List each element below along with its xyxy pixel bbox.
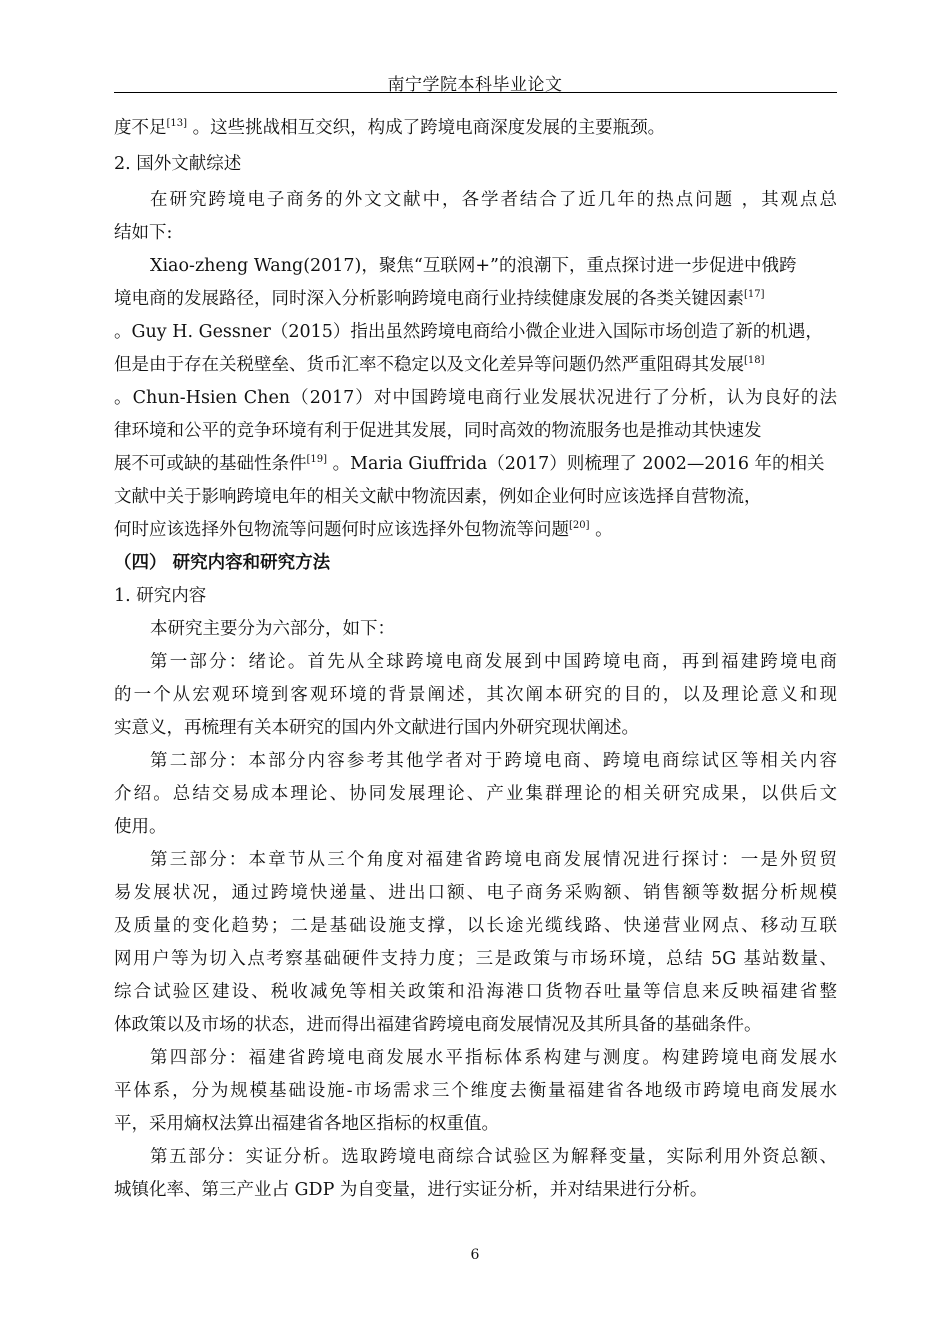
paragraph-line: 介绍。总结交易成本理论、协同发展理论、产业集群理论的相关研究成果，以供后文 <box>114 784 837 804</box>
citation: [13] <box>166 118 188 129</box>
section-heading: 2. 国外文献综述 <box>114 154 242 174</box>
paragraph-line: 第一部分：绪论。首先从全球跨境电商发展到中国跨境电商，再到福建跨境电商 <box>150 652 837 672</box>
paragraph-line: 律环境和公平的竞争环境有利于促进其发展，同时高效的物流服务也是推动其快速发 <box>114 421 762 441</box>
header-title: 南宁学院本科毕业论文 <box>387 75 563 95</box>
paragraph-line: 展不可或缺的基础性条件[19] 。Maria Giuffrida（2017）则梳理了 2002—2016 年的相关 <box>114 454 825 474</box>
citation: [18] <box>744 355 765 366</box>
paragraph-line: 第三部分：本章节从三个角度对福建省跨境电商发展情况进行探讨：一是外贸贸 <box>150 850 837 870</box>
paragraph-line: 平体系，分为规模基础设施-市场需求三个维度去衡量福建省各地级市跨境电商发展水 <box>114 1081 837 1101</box>
paragraph-line: 的一个从宏观环境到客观环境的背景阐述，其次阐本研究的目的，以及理论意义和现 <box>114 685 837 705</box>
paragraph-line: 平，采用熵权法算出福建省各地区指标的权重值。 <box>114 1114 499 1134</box>
paragraph-line: 结如下: <box>114 223 173 243</box>
header-divider <box>114 92 837 93</box>
paragraph-line: 何时应该选择外包物流等问题何时应该选择外包物流等问题[20] 。 <box>114 520 613 540</box>
paragraph-line: 文献中关于影响跨境电年的相关文献中物流因素，例如企业何时应该选择自营物流， <box>114 487 762 507</box>
citation: [17] <box>744 289 765 300</box>
paragraph-line: 度不足[13] 。这些挑战相互交织，构成了跨境电商深度发展的主要瓶颈。 <box>114 118 666 138</box>
subsection-heading: 1. 研究内容 <box>114 586 207 606</box>
paragraph-line: 第四部分：福建省跨境电商发展水平指标体系构建与测度。构建跨境电商发展水 <box>150 1048 837 1068</box>
paragraph-line: 但是由于存在关税壁垒、货币汇率不稳定以及文化差异等问题仍然严重阻碍其发展[18] <box>114 355 765 375</box>
paragraph-line: 及质量的变化趋势；二是基础设施支撑，以长途光缆线路、快递营业网点、移动互联 <box>114 916 837 936</box>
paragraph-line: 第五部分：实证分析。选取跨境电商综合试验区为解释变量，实际利用外资总额、 <box>150 1147 837 1167</box>
paragraph-line: 易发展状况，通过跨境快递量、进出口额、电子商务采购额、销售额等数据分析规模 <box>114 883 837 903</box>
paragraph-line: 城镇化率、第三产业占 GDP 为自变量，进行实证分析，并对结果进行分析。 <box>114 1180 708 1200</box>
paragraph-line: 。Chun-Hsien Chen（2017）对中国跨境电商行业发展状况进行了分析，认为良好的法 <box>114 388 837 408</box>
section-heading: （四） 研究内容和研究方法 <box>114 553 331 573</box>
paragraph-line: 体政策以及市场的状态，进而得出福建省跨境电商发展情况及其所具备的基础条件。 <box>114 1015 762 1035</box>
paragraph-line: 第二部分：本部分内容参考其他学者对于跨境电商、跨境电商综试区等相关内容 <box>150 751 837 771</box>
paragraph-line: 网用户等为切入点考察基础硬件支持力度；三是政策与市场环境，总结 5G 基站数量、 <box>114 949 837 969</box>
paragraph-line: 实意义，再梳理有关本研究的国内外文献进行国内外研究现状阐述。 <box>114 718 639 738</box>
paragraph-line: 。Guy H. Gessner（2015）指出虽然跨境电商给小微企业进入国际市场创造了新的机遇， <box>114 322 823 342</box>
citation: [20] <box>569 520 590 531</box>
paragraph-line: 使用。 <box>114 817 167 837</box>
paragraph-line: 本研究主要分为六部分，如下： <box>150 619 395 639</box>
paragraph-line: 境电商的发展路径，同时深入分析影响跨境电商行业持续健康发展的各类关键因素[17] <box>114 289 765 309</box>
paragraph-line: Xiao-zheng Wang(2017)，聚焦“互联网+”的浪潮下，重点探讨进一步促进中俄跨 <box>150 256 797 276</box>
page-number: 6 <box>470 1247 480 1263</box>
page-body <box>114 112 837 1207</box>
paragraph-line: 综合试验区建设、税收减免等相关政策和沿海港口货物吞吐量等信息来反映福建省整 <box>114 982 837 1002</box>
paragraph-line: 在研究跨境电子商务的外文文献中，各学者结合了近几年的热点问题 ，其观点总 <box>150 190 837 210</box>
citation: [19] <box>306 454 328 465</box>
